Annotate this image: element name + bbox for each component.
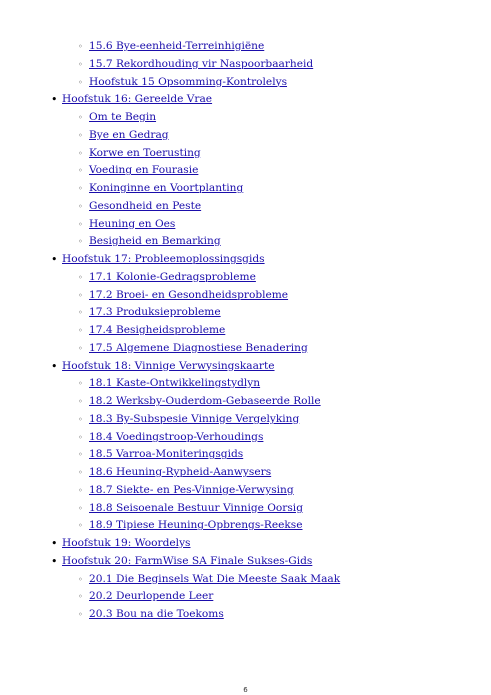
toc-section-item: [0, 340, 491, 358]
toc-chapter-item: [0, 553, 491, 571]
toc-link[interactable]: Koninginne en Voortplanting: [89, 182, 244, 194]
bullet-circle-icon: ◦: [78, 610, 83, 619]
bullet-circle-icon: ◦: [78, 574, 83, 584]
bullet-disc-icon: •: [51, 537, 58, 550]
toc-link[interactable]: Bye en Gedrag: [89, 128, 169, 141]
toc-section-item: [0, 322, 491, 340]
bullet-circle-icon: ◦: [78, 184, 83, 193]
table-of-contents: [0, 38, 491, 624]
toc-link[interactable]: 17.4 Besigheidsprobleme: [89, 324, 226, 336]
toc-link[interactable]: Om te Begin: [89, 111, 157, 123]
toc-chapter-item: [0, 535, 491, 553]
toc-link[interactable]: 18.8 Seisoenale Bestuur Vinnige Oorsig: [89, 501, 303, 514]
toc-link[interactable]: 18.3 By-Subspesie Vinnige Vergelyking: [89, 412, 300, 425]
bullet-circle-icon: ◦: [78, 326, 83, 335]
bullet-circle-icon: ◦: [78, 166, 83, 176]
bullet-circle-icon: ◦: [78, 414, 83, 424]
bullet-disc-icon: •: [51, 253, 58, 266]
toc-link[interactable]: 18.2 Werksby-Ouderdom-Gebaseerde Rolle: [89, 395, 321, 407]
toc-link[interactable]: Hoofstuk 18: Vinnige Verwysingskaarte: [62, 359, 275, 372]
toc-section-item: [0, 588, 491, 606]
toc-section-item: [0, 375, 491, 393]
toc-section-item: [0, 216, 491, 234]
toc-section-item: [0, 517, 491, 535]
toc-section-item: [0, 393, 491, 411]
toc-section-item: [0, 198, 491, 216]
toc-section-item: [0, 287, 491, 305]
toc-link[interactable]: 20.1 Die Beginsels Wat Die Meeste Saak Maak: [89, 572, 341, 585]
bullet-circle-icon: ◦: [78, 113, 83, 122]
toc-link[interactable]: 18.7 Siekte- en Pes-Vinnige-Verwysing: [89, 483, 294, 496]
bullet-circle-icon: ◦: [78, 201, 83, 211]
toc-link[interactable]: 15.7 Rekordhouding vir Naspoorbaarheid: [89, 57, 314, 70]
toc-link[interactable]: 17.5 Algemene Diagnostiese Benadering: [89, 341, 308, 354]
toc-section-item: [0, 127, 491, 145]
toc-link[interactable]: Gesondheid en Peste: [89, 199, 202, 212]
toc-section-item: [0, 162, 491, 180]
toc-link[interactable]: 18.6 Heuning-Rypheid-Aanwysers: [89, 466, 272, 478]
toc-section-item: [0, 56, 491, 74]
toc-link[interactable]: Hoofstuk 20: FarmWise SA Finale Sukses-Gids: [62, 554, 313, 567]
toc-link[interactable]: Heuning en Oes: [89, 217, 176, 230]
toc-link[interactable]: 17.3 Produksieprobleme: [89, 306, 221, 319]
bullet-circle-icon: ◦: [78, 237, 83, 247]
toc-section-item: [0, 233, 491, 251]
toc-section-item: [0, 145, 491, 163]
toc-link[interactable]: Hoofstuk 17: Probleemoplossingsgids: [62, 253, 265, 265]
bullet-circle-icon: ◦: [78, 397, 83, 406]
toc-section-item: [0, 571, 491, 589]
toc-section-item: [0, 74, 491, 92]
toc-section-item: [0, 269, 491, 287]
bullet-circle-icon: ◦: [78, 592, 83, 602]
toc-link[interactable]: 20.2 Deurlopende Leer: [89, 590, 214, 603]
toc-link[interactable]: 17.2 Broei- en Gesondheidsprobleme: [89, 288, 289, 301]
bullet-circle-icon: ◦: [78, 290, 83, 300]
toc-link[interactable]: 20.3 Bou na die Toekoms: [89, 608, 224, 620]
toc-link[interactable]: 18.1 Kaste-Ontwikkelingstydlyn: [89, 377, 261, 390]
bullet-circle-icon: ◦: [78, 148, 83, 158]
toc-link[interactable]: 18.9 Tipiese Heuning-Opbrengs-Reekse: [89, 519, 303, 532]
bullet-circle-icon: ◦: [78, 308, 83, 318]
bullet-disc-icon: •: [51, 359, 58, 373]
toc-section-item: [0, 464, 491, 482]
toc-section-item: [0, 606, 491, 624]
toc-link[interactable]: 15.6 Bye-eenheid-Terreinhigiëne: [89, 40, 265, 52]
bullet-circle-icon: ◦: [78, 485, 83, 495]
bullet-circle-icon: ◦: [78, 219, 83, 229]
toc-section-item: [0, 446, 491, 464]
bullet-circle-icon: ◦: [78, 130, 83, 140]
bullet-circle-icon: ◦: [78, 379, 83, 389]
bullet-circle-icon: ◦: [78, 77, 83, 87]
toc-chapter-item: [0, 251, 491, 269]
bullet-circle-icon: ◦: [78, 343, 83, 353]
toc-section-item: [0, 38, 491, 56]
toc-section-item: [0, 109, 491, 127]
toc-chapter-item: [0, 91, 491, 109]
toc-section-item: [0, 429, 491, 447]
bullet-disc-icon: •: [51, 93, 58, 107]
toc-section-item: [0, 411, 491, 429]
toc-chapter-item: [0, 358, 491, 376]
bullet-circle-icon: ◦: [78, 503, 83, 513]
bullet-circle-icon: ◦: [78, 521, 83, 531]
toc-section-item: [0, 304, 491, 322]
toc-link[interactable]: 17.1 Kolonie-Gedragsprobleme: [89, 270, 256, 283]
toc-link[interactable]: Korwe en Toerusting: [89, 146, 201, 159]
bullet-circle-icon: ◦: [78, 42, 83, 51]
bullet-disc-icon: •: [51, 554, 58, 568]
toc-link[interactable]: Hoofstuk 15 Opsomming-Kontrolelys: [89, 75, 288, 88]
toc-link[interactable]: Hoofstuk 16: Gereelde Vrae: [62, 93, 213, 106]
toc-link[interactable]: Hoofstuk 19: Woordelys: [62, 537, 191, 549]
bullet-circle-icon: ◦: [78, 468, 83, 477]
toc-link[interactable]: Voeding en Fourasie: [89, 164, 199, 177]
toc-section-item: [0, 180, 491, 198]
bullet-circle-icon: ◦: [78, 450, 83, 460]
bullet-circle-icon: ◦: [78, 272, 83, 282]
toc-section-item: [0, 500, 491, 518]
toc-link[interactable]: Besigheid en Bemarking: [89, 235, 221, 248]
toc-section-item: [0, 482, 491, 500]
bullet-circle-icon: ◦: [78, 432, 83, 442]
toc-link[interactable]: 18.4 Voedingstroop-Verhoudings: [89, 430, 264, 443]
toc-link[interactable]: 18.5 Varroa-Moniteringsgids: [89, 448, 244, 461]
bullet-circle-icon: ◦: [78, 59, 83, 69]
page-number: 6: [243, 686, 248, 694]
